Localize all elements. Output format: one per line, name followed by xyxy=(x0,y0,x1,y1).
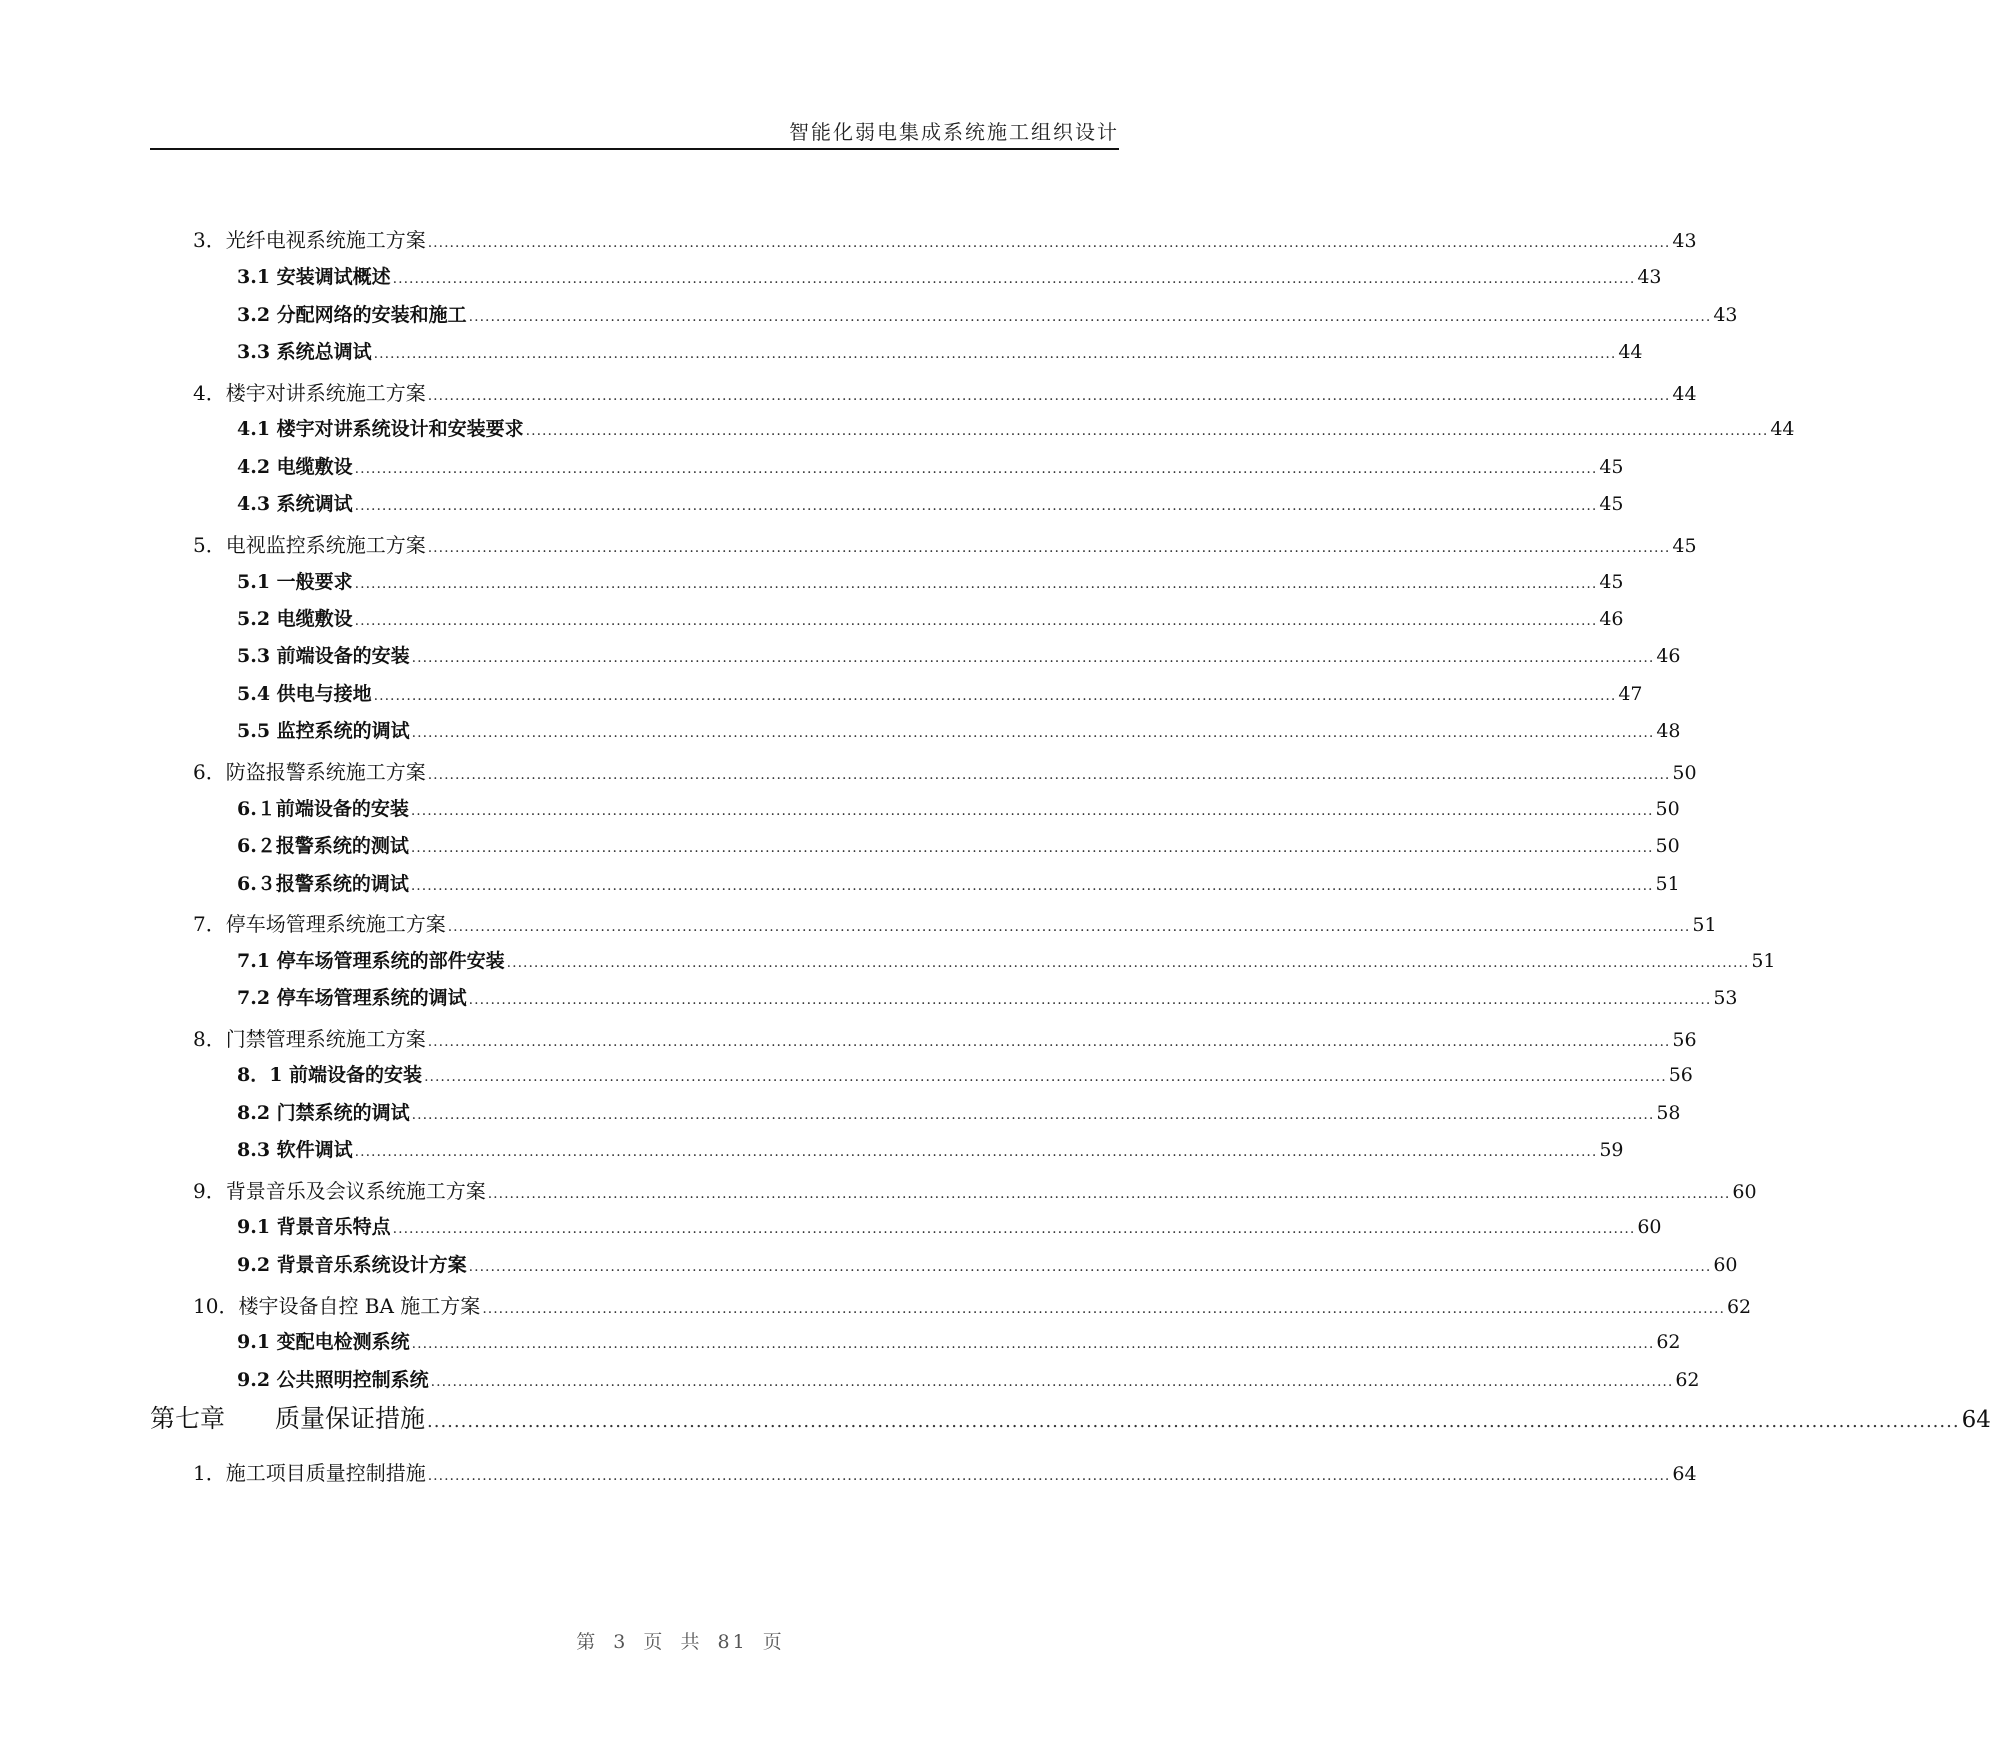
toc-entry-label: 6.２报警系统的测试 xyxy=(237,835,409,857)
toc-entry-label: 6.３报警系统的调试 xyxy=(237,873,409,895)
dot-leader: .................................................................................................................................................................................................................................... xyxy=(468,992,1712,1008)
toc-entry[interactable] xyxy=(193,1023,1697,1052)
toc-entry[interactable] xyxy=(237,983,1738,1010)
toc-entry-label: 7.1 停车场管理系统的部件安装 xyxy=(237,950,505,972)
toc-entry-label: 3.2 分配网络的安装和施工 xyxy=(237,304,467,326)
dot-leader: .................................................................................................................................................................................................................................... xyxy=(354,498,1598,514)
dot-leader: .................................................................................................................................................................................................................................... xyxy=(427,1034,1671,1050)
dot-leader: .................................................................................................................................................................................................................................... xyxy=(427,540,1671,556)
toc-page-number: 45 xyxy=(1599,493,1624,515)
toc-page-number: 53 xyxy=(1713,987,1738,1009)
dot-leader: .................................................................................................................................................................................................................................... xyxy=(424,1069,1667,1085)
dot-leader: .................................................................................................................................................................................................................................... xyxy=(482,1301,1725,1317)
toc-entry-label: 1．施工项目质量控制措施 xyxy=(193,1461,426,1485)
toc-page-number: 43 xyxy=(1713,304,1738,326)
toc-entry-label: 6．防盗报警系统施工方案 xyxy=(193,760,426,784)
toc-entry[interactable] xyxy=(237,946,1776,973)
toc-page-number: 50 xyxy=(1655,835,1680,857)
dot-leader: .................................................................................................................................................................................................................................... xyxy=(354,613,1598,629)
toc-chapter-entry[interactable] xyxy=(150,1399,1991,1435)
toc-entry[interactable] xyxy=(193,756,1697,785)
dot-leader: .................................................................................................................................................................................................................................... xyxy=(411,1107,1655,1123)
toc-entry-label: 5.5 监控系统的调试 xyxy=(237,720,410,742)
toc-entry-label: 8.3 软件调试 xyxy=(237,1139,353,1161)
page-counter: 第 3 页 共 81 页 xyxy=(576,1631,785,1653)
toc-entry[interactable] xyxy=(193,1290,1752,1319)
toc-entry-label: 第七章 质量保证措施 xyxy=(150,1404,426,1433)
toc-entry[interactable] xyxy=(193,377,1697,406)
page-header xyxy=(150,112,1119,150)
toc-entry-label: 5.2 电缆敷设 xyxy=(237,608,353,630)
toc-entry[interactable] xyxy=(237,1135,1624,1162)
toc-entry-label: 9．背景音乐及会议系统施工方案 xyxy=(193,1179,486,1203)
toc-entry[interactable] xyxy=(237,1212,1662,1239)
dot-leader: .................................................................................................................................................................................................................................... xyxy=(430,1374,1674,1390)
toc-page-number: 51 xyxy=(1655,873,1680,895)
toc-entry[interactable] xyxy=(237,641,1681,668)
toc-entry[interactable] xyxy=(237,1365,1700,1392)
toc-page-number: 46 xyxy=(1599,608,1624,630)
toc-entry[interactable] xyxy=(193,529,1697,558)
dot-leader: .................................................................................................................................................................................................................................... xyxy=(427,388,1671,404)
toc-page-number: 56 xyxy=(1672,1029,1697,1051)
dot-leader: .................................................................................................................................................................................................................................... xyxy=(411,1336,1655,1352)
toc-page-number: 45 xyxy=(1599,571,1624,593)
dot-leader: .................................................................................................................................................................................................................................... xyxy=(411,650,1655,666)
toc-page-number: 58 xyxy=(1656,1102,1681,1124)
toc-page-number: 64 xyxy=(1672,1463,1697,1485)
toc-entry-label: 8.2 门禁系统的调试 xyxy=(237,1102,410,1124)
toc-entry[interactable] xyxy=(237,1327,1681,1354)
toc-entry-label: 9.2 背景音乐系统设计方案 xyxy=(237,1254,467,1276)
toc-entry-label: 7．停车场管理系统施工方案 xyxy=(193,912,446,936)
toc-entry[interactable] xyxy=(237,1250,1738,1277)
toc-page-number: 60 xyxy=(1637,1216,1662,1238)
toc-entry[interactable] xyxy=(237,337,1643,364)
toc-entry-label: 5.1 一般要求 xyxy=(237,571,353,593)
toc-entry[interactable] xyxy=(237,716,1681,743)
toc-entry[interactable] xyxy=(237,262,1662,289)
dot-leader: .................................................................................................................................................................................................................................... xyxy=(427,1411,1960,1432)
toc-entry-label: 10．楼宇设备自控 BA 施工方案 xyxy=(193,1294,481,1318)
toc-page-number: 51 xyxy=(1692,914,1717,936)
toc-entry[interactable] xyxy=(237,567,1624,594)
toc-page-number: 56 xyxy=(1668,1064,1693,1086)
dot-leader: .................................................................................................................................................................................................................................... xyxy=(354,1144,1598,1160)
toc-page-number: 59 xyxy=(1599,1139,1624,1161)
toc-entry[interactable] xyxy=(237,831,1680,858)
toc-entry-label: 3．光纤电视系统施工方案 xyxy=(193,228,426,252)
toc-page-number: 45 xyxy=(1599,456,1624,478)
toc-entry-label: 4.2 电缆敷设 xyxy=(237,456,353,478)
dot-leader: .................................................................................................................................................................................................................................... xyxy=(411,725,1655,741)
dot-leader: .................................................................................................................................................................................................................................... xyxy=(373,688,1617,704)
toc-page-number: 60 xyxy=(1713,1254,1738,1276)
toc-entry-label: 8．1 前端设备的安装 xyxy=(237,1064,423,1086)
toc-entry-label: 5.4 供电与接地 xyxy=(237,683,372,705)
toc-entry-label: 7.2 停车场管理系统的调试 xyxy=(237,987,467,1009)
toc-entry-label: 4.3 系统调试 xyxy=(237,493,353,515)
toc-page-number: 44 xyxy=(1770,418,1795,440)
toc-page-number: 51 xyxy=(1751,950,1776,972)
toc-entry[interactable] xyxy=(237,1098,1681,1125)
toc-page-number: 50 xyxy=(1672,762,1697,784)
toc-entry[interactable] xyxy=(237,869,1680,896)
dot-leader: .................................................................................................................................................................................................................................... xyxy=(427,235,1671,251)
toc-page-number: 62 xyxy=(1726,1296,1752,1318)
toc-entry[interactable] xyxy=(237,489,1624,516)
toc-entry[interactable] xyxy=(237,604,1624,631)
dot-leader: .................................................................................................................................................................................................................................... xyxy=(410,803,1654,819)
toc-entry-label: 5.3 前端设备的安装 xyxy=(237,645,410,667)
toc-entry-label: 6.１前端设备的安装 xyxy=(237,798,409,820)
toc-entry[interactable] xyxy=(237,794,1680,821)
dot-leader: .................................................................................................................................................................................................................................... xyxy=(447,919,1691,935)
toc-entry[interactable] xyxy=(237,300,1738,327)
dot-leader: .................................................................................................................................................................................................................................... xyxy=(468,1259,1712,1275)
toc-entry-label: 5．电视监控系统施工方案 xyxy=(193,533,426,557)
toc-page-number: 50 xyxy=(1655,798,1680,820)
dot-leader: .................................................................................................................................................................................................................................... xyxy=(392,271,1636,287)
toc-entry-label: 4．楼宇对讲系统施工方案 xyxy=(193,381,426,405)
toc-entry-label: 9.1 变配电检测系统 xyxy=(237,1331,410,1353)
dot-leader: .................................................................................................................................................................................................................................... xyxy=(354,576,1598,592)
toc-entry-label: 3.1 安装调试概述 xyxy=(237,266,391,288)
dot-leader: .................................................................................................................................................................................................................................... xyxy=(373,346,1617,362)
toc-page-number: 48 xyxy=(1656,720,1681,742)
toc-page-number: 44 xyxy=(1672,383,1697,405)
toc-entry[interactable] xyxy=(237,1060,1693,1087)
dot-leader: .................................................................................................................................................................................................................................... xyxy=(468,309,1712,325)
dot-leader: .................................................................................................................................................................................................................................... xyxy=(506,955,1750,971)
dot-leader: .................................................................................................................................................................................................................................... xyxy=(354,461,1598,477)
toc-entry[interactable] xyxy=(237,452,1624,479)
dot-leader: .................................................................................................................................................................................................................................... xyxy=(525,423,1769,439)
toc-entry-label: 9.1 背景音乐特点 xyxy=(237,1216,391,1238)
page-footer xyxy=(0,1627,1241,1654)
document-title: 智能化弱电集成系统施工组织设计 xyxy=(789,120,1119,144)
toc-page-number: 46 xyxy=(1656,645,1681,667)
dot-leader: .................................................................................................................................................................................................................................... xyxy=(392,1221,1636,1237)
toc-page-number: 47 xyxy=(1618,683,1643,705)
toc-entry-label: 3.3 系统总调试 xyxy=(237,341,372,363)
toc-entry-label: 4.1 楼宇对讲系统设计和安装要求 xyxy=(237,418,524,440)
dot-leader: .................................................................................................................................................................................................................................... xyxy=(410,878,1654,894)
toc-page-number: 44 xyxy=(1618,341,1643,363)
toc-entry[interactable] xyxy=(237,679,1643,706)
dot-leader: .................................................................................................................................................................................................................................... xyxy=(410,840,1654,856)
toc-entry[interactable] xyxy=(193,224,1697,253)
toc-page-number: 62 xyxy=(1675,1369,1700,1391)
toc-page-number: 43 xyxy=(1672,230,1697,252)
toc-entry-label: 8．门禁管理系统施工方案 xyxy=(193,1027,426,1051)
toc-entry[interactable] xyxy=(193,1175,1757,1204)
toc-entry[interactable] xyxy=(237,414,1795,441)
dot-leader: .................................................................................................................................................................................................................................... xyxy=(487,1186,1731,1202)
toc-page-number: 45 xyxy=(1672,535,1697,557)
toc-page-number: 43 xyxy=(1637,266,1662,288)
dot-leader: .................................................................................................................................................................................................................................... xyxy=(427,767,1671,783)
toc-entry[interactable] xyxy=(193,1457,1697,1486)
toc-entry[interactable] xyxy=(193,908,1717,937)
toc-page-number: 62 xyxy=(1656,1331,1681,1353)
toc-page-number: 64 xyxy=(1961,1407,1991,1433)
dot-leader: .................................................................................................................................................................................................................................... xyxy=(427,1468,1671,1484)
toc-page-number: 60 xyxy=(1732,1181,1757,1203)
toc-entry-label: 9.2 公共照明控制系统 xyxy=(237,1369,429,1391)
